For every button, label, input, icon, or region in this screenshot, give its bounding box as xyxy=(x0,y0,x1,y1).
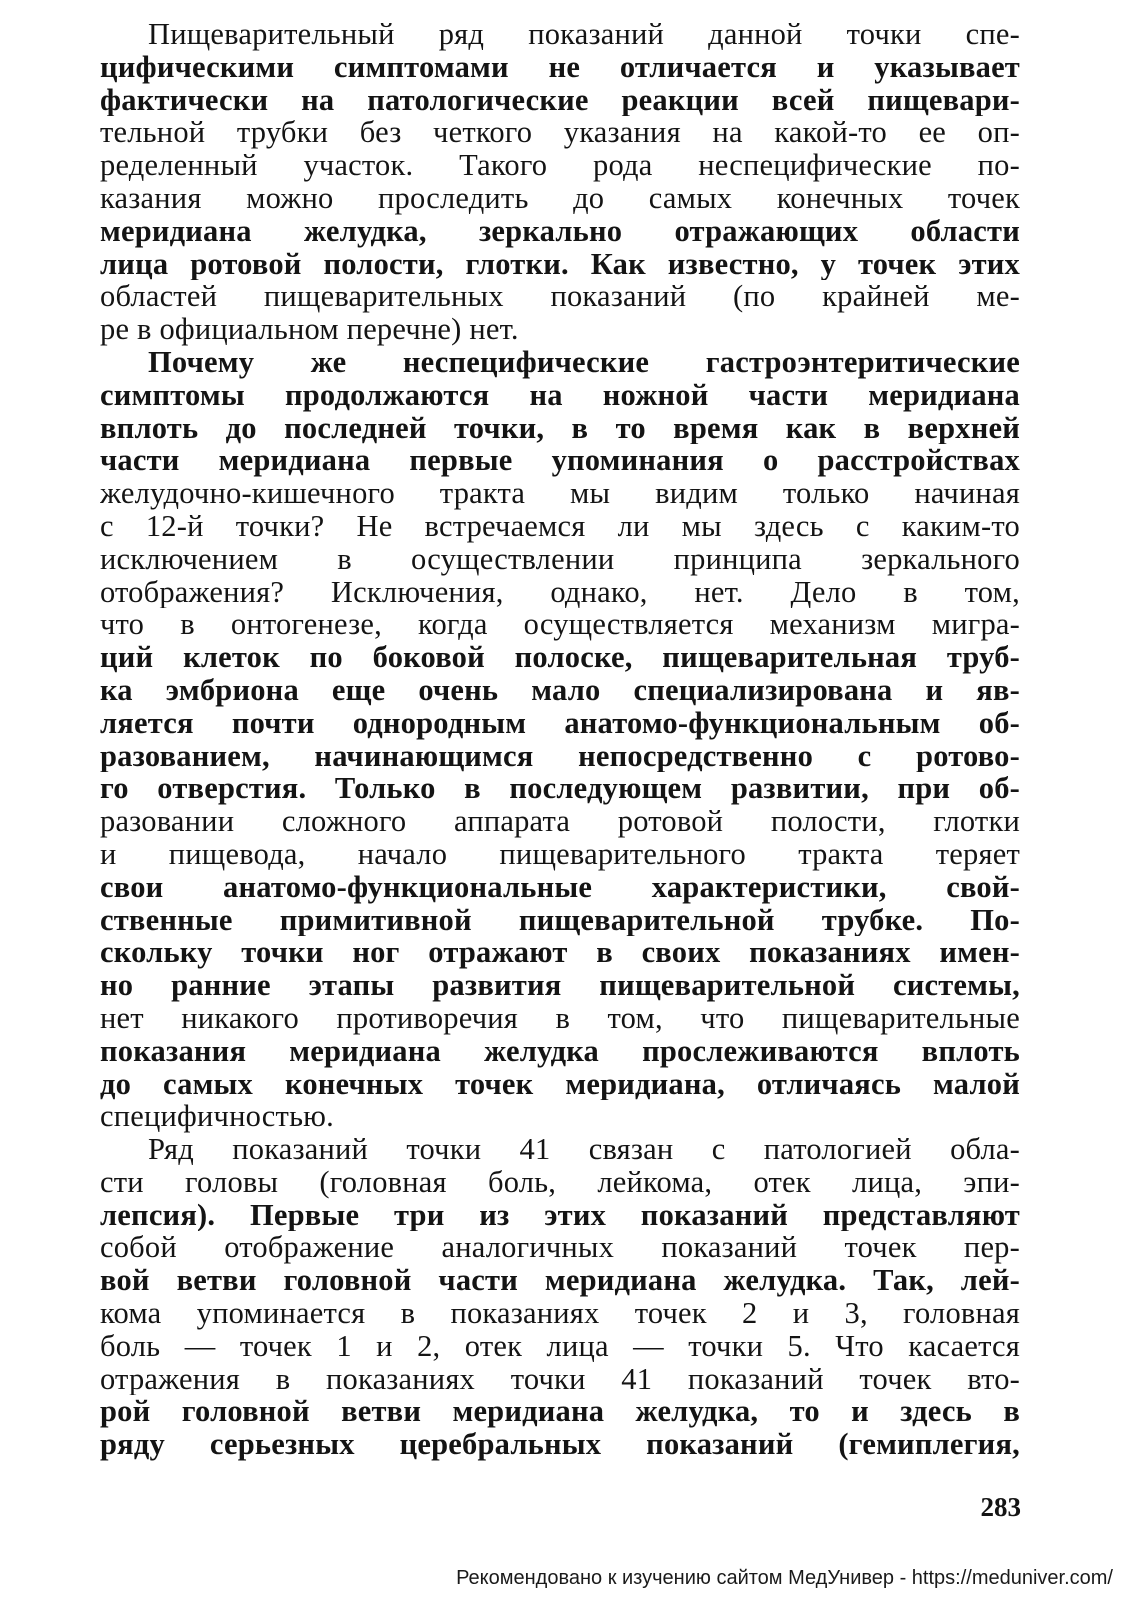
paragraph-1 xyxy=(100,18,1020,346)
text-line: разованием, начинающимся непосредственно с ротово- xyxy=(100,739,1020,773)
text-line: желудочно-кишечного тракта мы видим только начиная xyxy=(100,477,1020,510)
text-line: цифическими симптомами не отличается и указывает xyxy=(100,50,1020,84)
text-line: но ранние этапы развития пищеварительной системы, xyxy=(100,969,1020,1002)
page-body xyxy=(100,18,1020,1461)
paragraph-3 xyxy=(100,1133,1020,1461)
text-line: казания можно проследить до самых конечных точек xyxy=(100,181,1020,215)
text-line: ляется почти однородным анатомо-функциональным об- xyxy=(100,706,1020,740)
text-line: ственные примитивной пищеварительной трубке. По- xyxy=(100,903,1020,937)
text-line: скольку точки ног отражают в своих показаниях имен- xyxy=(100,936,1020,970)
footer-recommendation: Рекомендовано к изучению сайтом МедУнивер - https://meduniver.com/ xyxy=(456,1567,1113,1589)
text-line: специфичностью. xyxy=(100,1100,334,1134)
text-line: показания меридиана желудка прослеживаются вплоть xyxy=(100,1034,1020,1068)
text-line: ределенный участок. Такого рода неспецифические по- xyxy=(100,149,1020,182)
text-line: отображения? Исключения, однако, нет. Дело в том, xyxy=(100,575,1020,609)
text-line: вой ветви головной части меридиана желудка. Так, лей- xyxy=(100,1264,1020,1298)
text-line: ре в официальном перечне) нет. xyxy=(100,313,519,346)
text-line: боль — точек 1 и 2, отек лица — точки 5. Что касается xyxy=(100,1329,1020,1363)
text-line: вплоть до последней точки, в то время как в верхней xyxy=(100,411,1020,445)
text-line: ряду серьезных церебральных показаний (гемиплегия, xyxy=(100,1428,1020,1462)
text-line: Почему же неспецифические гастроэнтеритические xyxy=(148,345,1020,379)
text-line: ций клеток по боковой полоске, пищеварительная труб- xyxy=(100,641,1020,674)
text-line: с 12-й точки? Не встречаемся ли мы здесь с каким-то xyxy=(100,509,1020,543)
text-line: до самых конечных точек меридиана, отличаясь малой xyxy=(100,1067,1020,1101)
text-line: нет никакого противоречия в том, что пищеварительные xyxy=(100,1001,1020,1035)
text-line: го отверстия. Только в последующем развитии, при об- xyxy=(100,772,1020,806)
text-line: свои анатомо-функциональные характеристики, свой- xyxy=(100,870,1020,904)
text-line: части меридиана первые упоминания о расстройствах xyxy=(100,444,1020,478)
text-line: собой отображение аналогичных показаний точек пер- xyxy=(100,1231,1020,1265)
text-line: отражения в показаниях точки 41 показаний точек вто- xyxy=(100,1362,1020,1396)
text-line: и пищевода, начало пищеварительного тракта теряет xyxy=(100,837,1020,871)
text-line: Пищеварительный ряд показаний данной точки спе- xyxy=(148,18,1020,51)
text-line: тельной трубки без четкого указания на какой-то ее оп- xyxy=(100,116,1020,150)
paragraph-2 xyxy=(100,346,1020,1133)
text-line: ка эмбриона еще очень мало специализирована и яв- xyxy=(100,673,1020,707)
text-line: исключением в осуществлении принципа зеркального xyxy=(100,542,1020,576)
text-line: лица ротовой полости, глотки. Как известно, у точек этих xyxy=(100,247,1020,281)
text-line: что в онтогенезе, когда осуществляется механизм мигра- xyxy=(100,608,1020,642)
text-line: областей пищеварительных показаний (по крайней ме- xyxy=(100,280,1020,314)
text-line: кома упоминается в показаниях точек 2 и 3, головная xyxy=(100,1297,1020,1330)
text-line: Ряд показаний точки 41 связан с патологией обла- xyxy=(148,1133,1020,1166)
page-number: 283 xyxy=(980,1492,1021,1522)
text-line: меридиана желудка, зеркально отражающих области xyxy=(100,214,1020,248)
text-line: разовании сложного аппарата ротовой полости, глотки xyxy=(100,805,1020,838)
text-line: фактически на патологические реакции всей пищевари- xyxy=(100,83,1020,117)
text-line: симптомы продолжаются на ножной части меридиана xyxy=(100,378,1020,412)
text-line: сти головы (головная боль, лейкома, отек лица, эпи- xyxy=(100,1165,1020,1199)
text-line: рой головной ветви меридиана желудка, то и здесь в xyxy=(100,1395,1020,1429)
text-line: лепсия). Первые три из этих показаний представляют xyxy=(100,1198,1020,1232)
